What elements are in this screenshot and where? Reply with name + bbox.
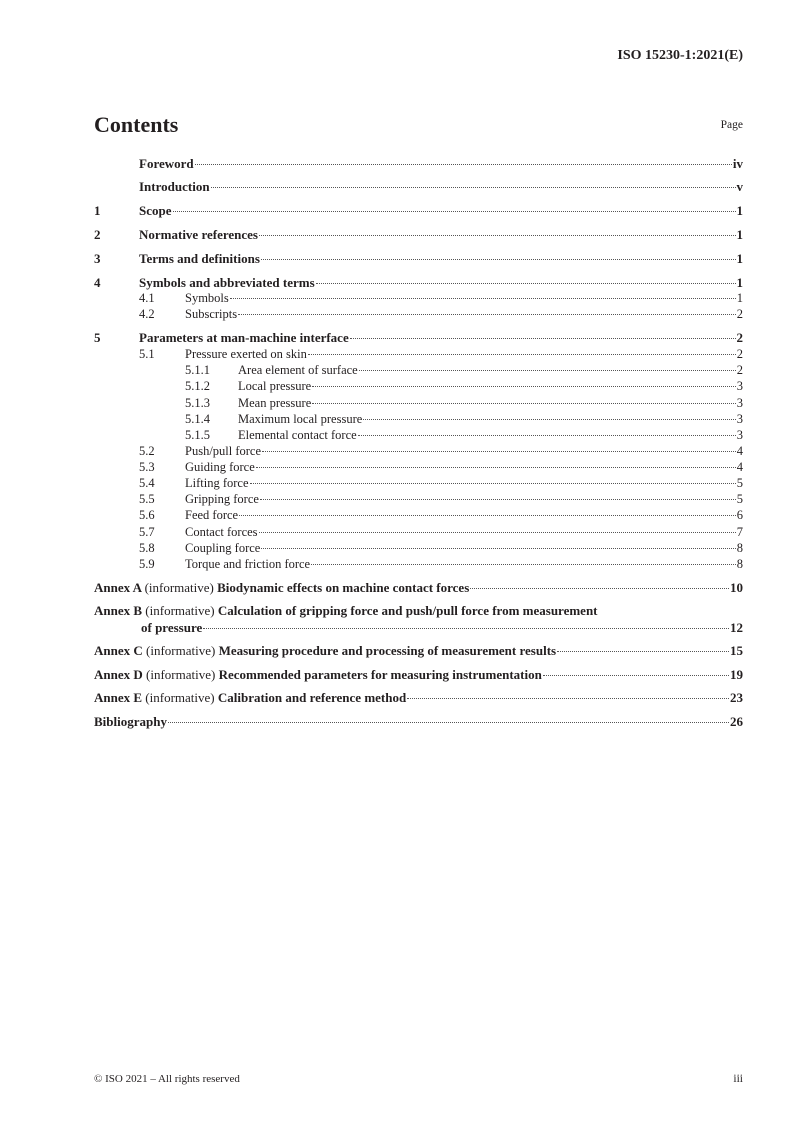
annex-title (94, 603, 598, 619)
dot-leader (239, 515, 736, 516)
dot-leader (312, 403, 736, 404)
section-number: 5.4 (139, 476, 155, 490)
page-ref: 10 (730, 580, 743, 595)
dot-leader (195, 164, 732, 165)
dot-leader (359, 370, 736, 371)
section-title: Scope (139, 203, 172, 218)
dot-leader (261, 548, 735, 549)
toc-annex-entry[interactable] (94, 667, 743, 683)
toc-bibliography[interactable] (94, 714, 743, 730)
page-ref: 4 (736, 444, 743, 458)
dot-leader (168, 722, 729, 723)
section-title: Torque and friction force (185, 557, 311, 571)
page-ref: 1 (736, 275, 743, 290)
page-ref: 3 (736, 379, 743, 393)
annex-name: Calibration and reference method (217, 690, 407, 705)
section-number: 4 (94, 275, 101, 290)
toc-entry[interactable] (94, 306, 743, 322)
section-title: Local pressure (238, 379, 312, 393)
dot-leader (261, 259, 736, 260)
dot-leader (557, 651, 729, 652)
section-number: 4.2 (139, 307, 155, 321)
page-ref: 12 (730, 620, 743, 635)
section-number: 5.1.3 (185, 396, 210, 410)
annex-type: (informative) (145, 690, 215, 705)
annex-type: (informative) (146, 643, 216, 658)
toc-entry[interactable] (94, 156, 743, 172)
annex-name: Recommended parameters for measuring instrumentation (218, 667, 542, 682)
section-title: Parameters at man-machine interface (139, 330, 349, 345)
section-number: 5 (94, 330, 101, 345)
dot-leader (259, 235, 736, 236)
section-title: Guiding force (185, 460, 255, 474)
page-ref: 7 (736, 525, 743, 539)
toc-entry[interactable] (94, 251, 743, 267)
toc-annex-entry[interactable] (94, 643, 743, 659)
toc-entry[interactable] (94, 556, 743, 572)
dot-leader (363, 419, 735, 420)
dot-leader (470, 588, 729, 589)
document-id: ISO 15230-1:2021(E) (617, 48, 743, 63)
bibliography-title: Bibliography (94, 714, 167, 729)
annex-title (94, 643, 556, 659)
toc-annex-entry[interactable] (94, 580, 743, 596)
toc-entry[interactable] (94, 427, 743, 443)
dot-leader (312, 386, 736, 387)
dot-leader (350, 338, 736, 339)
section-number: 5.2 (139, 444, 155, 458)
section-title: Feed force (185, 508, 239, 522)
section-number: 5.3 (139, 460, 155, 474)
dot-leader (173, 211, 736, 212)
annex-name: Biodynamic effects on machine contact forces (217, 580, 470, 595)
toc-entry[interactable] (94, 395, 743, 411)
page-ref: 23 (730, 690, 743, 705)
section-title: Subscripts (185, 307, 238, 321)
section-number: 5.7 (139, 525, 155, 539)
toc-entry[interactable] (94, 179, 743, 195)
page-ref: 3 (736, 396, 743, 410)
annex-label: Annex E (94, 690, 143, 705)
toc-entry[interactable] (94, 507, 743, 523)
section-number: 5.1.4 (185, 412, 210, 426)
toc-entry[interactable] (94, 411, 743, 427)
page-ref: 1 (736, 251, 743, 266)
page-ref: 2 (736, 330, 743, 345)
copyright-footer: © ISO 2021 – All rights reserved (94, 1073, 240, 1085)
dot-leader (260, 499, 736, 500)
page-ref: 8 (736, 541, 743, 555)
page-ref: 6 (736, 508, 743, 522)
section-number: 5.6 (139, 508, 155, 522)
toc-entry[interactable] (94, 275, 743, 291)
page-ref: 3 (736, 412, 743, 426)
annex-name: Calculation of gripping force and push/pull force from measurement (217, 603, 598, 618)
annex-label: Annex A (94, 580, 142, 595)
page-title: Contents (94, 112, 179, 137)
toc-entry[interactable] (94, 459, 743, 475)
section-number: 5.5 (139, 492, 155, 506)
page-column-label: Page (720, 119, 743, 131)
toc-entry[interactable] (94, 378, 743, 394)
dot-leader (311, 564, 736, 565)
section-number: 4.1 (139, 291, 155, 305)
page-ref: 2 (736, 363, 743, 377)
section-title: Terms and definitions (139, 251, 260, 266)
section-title: Contact forces (185, 525, 258, 539)
section-number: 2 (94, 227, 101, 242)
toc-entry[interactable] (94, 203, 743, 219)
annex-type: (informative) (144, 580, 214, 595)
section-number: 1 (94, 203, 101, 218)
annex-label: Annex D (94, 667, 143, 682)
page-ref: 1 (736, 203, 743, 218)
section-title: Pressure exerted on skin (185, 347, 307, 361)
section-title: Lifting force (185, 476, 249, 490)
toc-entry[interactable] (94, 227, 743, 243)
section-title: Mean pressure (238, 396, 312, 410)
dot-leader (308, 354, 736, 355)
section-number: 5.9 (139, 557, 155, 571)
dot-leader (316, 283, 736, 284)
dot-leader (262, 451, 736, 452)
annex-name-continued: of pressure (141, 620, 203, 635)
page-ref: 1 (736, 227, 743, 242)
section-title: Maximum local pressure (238, 412, 363, 426)
toc-entry[interactable] (94, 443, 743, 459)
section-number: 3 (94, 251, 101, 266)
page-ref: 8 (736, 557, 743, 571)
toc-entry[interactable] (94, 330, 743, 346)
page-ref: 3 (736, 428, 743, 442)
dot-leader (358, 435, 736, 436)
section-number: 5.1.2 (185, 379, 210, 393)
dot-leader (211, 187, 736, 188)
section-title: Area element of surface (238, 363, 358, 377)
page-ref: 5 (736, 492, 743, 506)
annex-label: Annex B (94, 603, 143, 618)
page-ref: 15 (730, 643, 743, 658)
page-ref: iv (732, 156, 743, 171)
annex-type: (informative) (145, 603, 215, 618)
toc-entry[interactable] (94, 524, 743, 540)
toc-entry[interactable] (94, 491, 743, 507)
toc-annex-continuation[interactable] (94, 620, 743, 636)
page-ref: 1 (736, 291, 743, 305)
page-ref: 2 (736, 347, 743, 361)
section-number: 5.1 (139, 347, 155, 361)
page-ref: 2 (736, 307, 743, 321)
toc-entry[interactable] (94, 362, 743, 378)
dot-leader (259, 532, 736, 533)
annex-title (94, 667, 542, 683)
section-number: 5.8 (139, 541, 155, 555)
section-title: Symbols and abbreviated terms (139, 275, 315, 290)
page-ref: v (736, 179, 743, 194)
annex-title (94, 580, 469, 596)
section-title: Introduction (139, 179, 210, 194)
section-title: Push/pull force (185, 444, 262, 458)
section-number: 5.1.1 (185, 363, 210, 377)
annex-type: (informative) (146, 667, 216, 682)
section-number: 5.1.5 (185, 428, 210, 442)
annex-label: Annex C (94, 643, 143, 658)
annex-title (94, 690, 406, 706)
toc-entry[interactable] (94, 346, 743, 362)
page-ref: 19 (730, 667, 743, 682)
dot-leader (407, 698, 729, 699)
dot-leader (230, 298, 736, 299)
section-title: Symbols (185, 291, 229, 305)
page-ref: 4 (736, 460, 743, 474)
section-title: Coupling force (185, 541, 261, 555)
dot-leader (256, 467, 736, 468)
section-title: Normative references (139, 227, 258, 242)
page-number: iii (733, 1073, 743, 1085)
annex-name: Measuring procedure and processing of measurement results (218, 643, 557, 658)
dot-leader (238, 314, 736, 315)
toc-entry[interactable] (94, 475, 743, 491)
section-title: Gripping force (185, 492, 259, 506)
page-ref: 26 (730, 714, 743, 729)
page-ref: 5 (736, 476, 743, 490)
toc-entry[interactable] (94, 540, 743, 556)
dot-leader (203, 628, 729, 629)
toc-annex-entry[interactable] (94, 690, 743, 706)
section-title: Elemental contact force (238, 428, 357, 442)
dot-leader (543, 675, 729, 676)
toc-entry[interactable] (94, 290, 743, 306)
section-title: Foreword (139, 156, 194, 171)
dot-leader (250, 483, 736, 484)
toc-annex-entry[interactable] (94, 603, 743, 619)
